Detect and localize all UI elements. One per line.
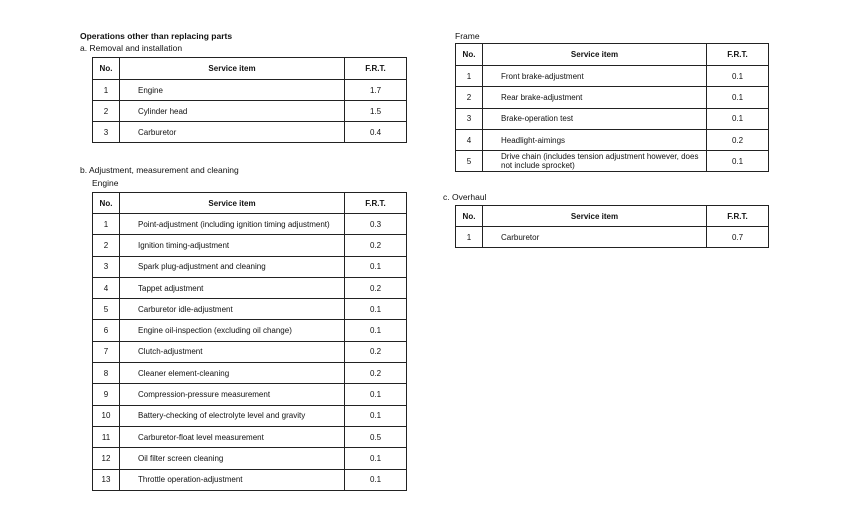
frt-value: 0.3 xyxy=(345,214,407,235)
section-b-label: b. Adjustment, measurement and cleaning xyxy=(80,165,239,175)
row-number: 1 xyxy=(93,214,120,235)
frt-value: 0.1 xyxy=(707,87,769,108)
frt-value: 0.5 xyxy=(345,426,407,447)
table-row xyxy=(456,87,769,108)
table-header-row xyxy=(93,58,407,80)
table-header-row xyxy=(456,44,769,66)
row-number: 2 xyxy=(93,235,120,256)
service-item: Clutch-adjustment xyxy=(120,341,345,362)
table-row xyxy=(456,129,769,150)
row-number: 7 xyxy=(93,341,120,362)
col-header-service-item: Service item xyxy=(483,206,707,227)
row-number: 3 xyxy=(456,108,483,129)
page-heading: Operations other than replacing parts xyxy=(80,31,233,41)
frt-value: 0.1 xyxy=(707,108,769,129)
row-number: 4 xyxy=(93,277,120,298)
service-item: Tappet adjustment xyxy=(120,277,345,298)
table-row xyxy=(93,341,407,362)
row-number: 1 xyxy=(456,227,483,248)
frt-value: 0.2 xyxy=(345,363,407,384)
table-row xyxy=(456,227,769,248)
row-number: 4 xyxy=(456,129,483,150)
service-item: Rear brake-adjustment xyxy=(483,87,707,108)
col-header-no: No. xyxy=(93,193,120,214)
frt-value: 0.1 xyxy=(707,66,769,87)
frame-table xyxy=(455,43,769,172)
service-item: Engine xyxy=(120,80,345,101)
frame-label: Frame xyxy=(455,31,480,41)
frt-value: 0.1 xyxy=(345,256,407,277)
service-item: Carburetor xyxy=(483,227,707,248)
row-number: 1 xyxy=(93,80,120,101)
table-header-row xyxy=(93,193,407,214)
service-item: Compression-pressure measurement xyxy=(120,384,345,405)
frt-value: 0.2 xyxy=(345,277,407,298)
engine-adjustment-table xyxy=(92,192,407,491)
frt-value: 0.4 xyxy=(345,122,407,143)
table-row xyxy=(456,66,769,87)
frt-value: 0.1 xyxy=(345,448,407,469)
service-item: Front brake-adjustment xyxy=(483,66,707,87)
service-item: Battery-checking of electrolyte level and gravity xyxy=(120,405,345,426)
frt-value: 0.2 xyxy=(345,235,407,256)
row-number: 9 xyxy=(93,384,120,405)
col-header-frt: F.R.T. xyxy=(707,44,769,66)
row-number: 8 xyxy=(93,363,120,384)
service-item: Engine oil-inspection (excluding oil change) xyxy=(120,320,345,341)
frt-value: 0.2 xyxy=(707,129,769,150)
section-a-label: a. Removal and installation xyxy=(80,43,183,53)
engine-label: Engine xyxy=(92,178,119,188)
overhaul-table xyxy=(455,205,769,248)
service-item: Point-adjustment (including ignition timing adjustment) xyxy=(120,214,345,235)
col-header-frt: F.R.T. xyxy=(707,206,769,227)
table-header-row xyxy=(456,206,769,227)
table-row xyxy=(93,214,407,235)
section-c-label: c. Overhaul xyxy=(443,192,487,202)
col-header-service-item: Service item xyxy=(483,44,707,66)
service-item: Cleaner element-cleaning xyxy=(120,363,345,384)
table-row xyxy=(93,363,407,384)
col-header-frt: F.R.T. xyxy=(345,58,407,80)
table-row xyxy=(93,277,407,298)
row-number: 13 xyxy=(93,469,120,490)
table-row xyxy=(93,448,407,469)
row-number: 10 xyxy=(93,405,120,426)
service-item: Headlight-aimings xyxy=(483,129,707,150)
row-number: 5 xyxy=(93,299,120,320)
row-number: 2 xyxy=(93,101,120,122)
table-row xyxy=(93,405,407,426)
row-number: 6 xyxy=(93,320,120,341)
table-row xyxy=(93,80,407,101)
col-header-no: No. xyxy=(456,206,483,227)
table-row xyxy=(93,469,407,490)
frt-value: 0.1 xyxy=(707,151,769,172)
col-header-no: No. xyxy=(93,58,120,80)
table-row xyxy=(456,151,769,172)
frt-value: 1.7 xyxy=(345,80,407,101)
table-row xyxy=(93,256,407,277)
service-item: Carburetor idle-adjustment xyxy=(120,299,345,320)
service-item: Cylinder head xyxy=(120,101,345,122)
table-row xyxy=(456,108,769,129)
service-item: Oil filter screen cleaning xyxy=(120,448,345,469)
frt-value: 0.1 xyxy=(345,469,407,490)
frt-value: 0.1 xyxy=(345,384,407,405)
service-item: Drive chain (includes tension adjustment however, does not include sprocket) xyxy=(483,151,707,172)
col-header-service-item: Service item xyxy=(120,58,345,80)
service-item: Carburetor xyxy=(120,122,345,143)
frt-value: 0.1 xyxy=(345,299,407,320)
service-item: Brake-operation test xyxy=(483,108,707,129)
row-number: 1 xyxy=(456,66,483,87)
col-header-service-item: Service item xyxy=(120,193,345,214)
service-item: Spark plug-adjustment and cleaning xyxy=(120,256,345,277)
table-row xyxy=(93,320,407,341)
frt-value: 0.2 xyxy=(345,341,407,362)
row-number: 3 xyxy=(93,256,120,277)
table-row xyxy=(93,235,407,256)
table-row xyxy=(93,101,407,122)
row-number: 2 xyxy=(456,87,483,108)
frt-value: 0.1 xyxy=(345,320,407,341)
row-number: 11 xyxy=(93,426,120,447)
removal-installation-table xyxy=(92,57,407,143)
frt-value: 1.5 xyxy=(345,101,407,122)
col-header-frt: F.R.T. xyxy=(345,193,407,214)
col-header-no: No. xyxy=(456,44,483,66)
row-number: 3 xyxy=(93,122,120,143)
table-row xyxy=(93,122,407,143)
table-row xyxy=(93,299,407,320)
row-number: 12 xyxy=(93,448,120,469)
service-item: Carburetor-float level measurement xyxy=(120,426,345,447)
service-item: Ignition timing-adjustment xyxy=(120,235,345,256)
table-row xyxy=(93,426,407,447)
table-row xyxy=(93,384,407,405)
row-number: 5 xyxy=(456,151,483,172)
frt-value: 0.7 xyxy=(707,227,769,248)
frt-value: 0.1 xyxy=(345,405,407,426)
service-item: Throttle operation-adjustment xyxy=(120,469,345,490)
